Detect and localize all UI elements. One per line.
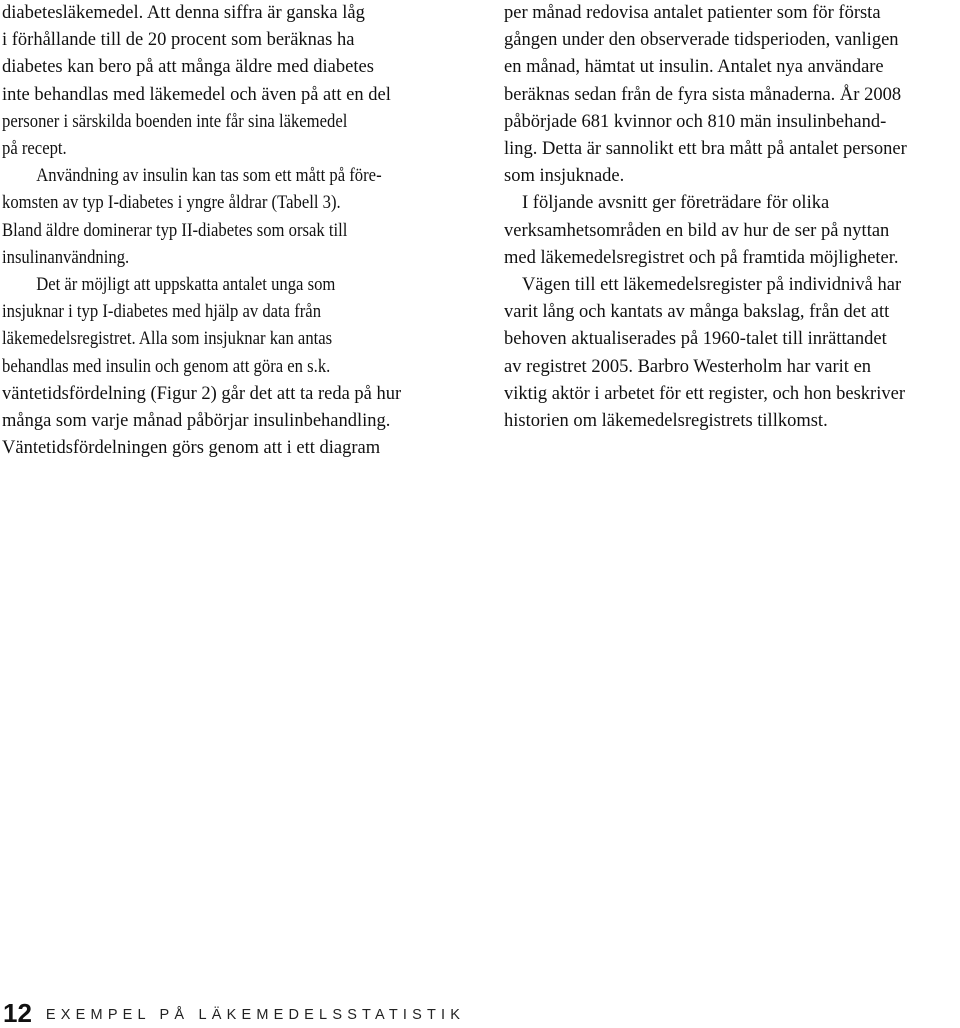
text-line: Väntetidsfördelningen görs genom att i ett diagram (2, 438, 381, 459)
running-title: EXEMPEL PÅ LÄKEMEDELSSTATISTIK (45, 1007, 466, 1023)
page-number: 12 (3, 998, 32, 1028)
text-line: påbörjade 681 kvinnor och 810 män insulinbehand- (504, 111, 887, 132)
text-line-content: personer i särskilda boenden inte får sina läkemedel (2, 111, 348, 132)
text-line: historien om läkemedelsregistrets tillkomst. (504, 411, 828, 432)
text-line: beräknas sedan från de fyra sista månaderna. År 2008 (504, 84, 902, 105)
text-line-content: behandlas med insulin och genom att göra en s.k. (2, 356, 331, 377)
text-line (2, 218, 452, 245)
text-line: viktig aktör i arbetet för ett register, och hon beskriver (504, 383, 905, 404)
text-line (2, 245, 452, 272)
text-line-content: insulinanvändning. (2, 247, 130, 268)
text-line-content: Bland äldre dominerar typ II-diabetes som orsak till (2, 220, 348, 241)
text-line (2, 109, 452, 136)
paragraph-start-line (2, 163, 452, 190)
text-line (2, 136, 452, 163)
text-line: verksamhetsområden en bild av hur de ser på nyttan (504, 220, 890, 241)
text-line (2, 299, 452, 326)
text-line: diabetesläkemedel. Att denna siffra är ganska låg (2, 3, 365, 23)
text-line: behoven aktualiserades på 1960-talet till inrättandet (504, 329, 887, 350)
text-line: gången under den observerade tidsperioden, vanligen (504, 30, 899, 51)
paragraph-start-line: Vägen till ett läkemedelsregister på individnivå har (522, 275, 902, 296)
text-line-content: komsten av typ I-diabetes i yngre åldrar (Tabell 3). (2, 193, 341, 214)
text-line (2, 354, 452, 381)
paragraph-start-line: I följande avsnitt ger företrädare för olika (522, 193, 830, 214)
text-line: en månad, hämtat ut insulin. Antalet nya användare (504, 57, 884, 78)
page-footer (3, 994, 465, 1028)
left-text-column (2, 0, 452, 462)
text-line: varit lång och kantats av många bakslag, från det att (504, 302, 890, 323)
text-line: per månad redovisa antalet patienter som för första (504, 3, 881, 23)
text-line: väntetidsfördelning (Figur 2) går det att ta reda på hur (2, 383, 402, 404)
text-line: ling. Detta är sannolikt ett bra mått på antalet personer (504, 139, 907, 160)
right-text-column (504, 0, 956, 435)
text-line (2, 326, 452, 353)
paragraph-start-line (2, 272, 452, 299)
text-line: diabetes kan bero på att många äldre med diabetes (2, 57, 374, 78)
text-line: många som varje månad påbörjar insulinbehandling. (2, 411, 391, 432)
text-line: inte behandlas med läkemedel och även på att en del (2, 84, 391, 105)
text-line: i förhållande till de 20 procent som beräknas ha (2, 30, 355, 51)
text-line-content: Det är möjligt att uppskatta antalet unga som (36, 275, 336, 296)
text-line-content: Användning av insulin kan tas som ett mått på före- (36, 166, 382, 187)
text-line: med läkemedelsregistret och på framtida möjligheter. (504, 247, 899, 268)
text-line-content: läkemedelsregistret. Alla som insjuknar kan antas (2, 329, 333, 350)
text-line: av registret 2005. Barbro Westerholm har varit en (504, 356, 872, 377)
text-line-content: insjuknar i typ I-diabetes med hjälp av data från (2, 302, 322, 323)
text-line (2, 190, 452, 217)
text-line-content: på recept. (2, 139, 67, 160)
text-line: som insjuknade. (504, 166, 625, 187)
